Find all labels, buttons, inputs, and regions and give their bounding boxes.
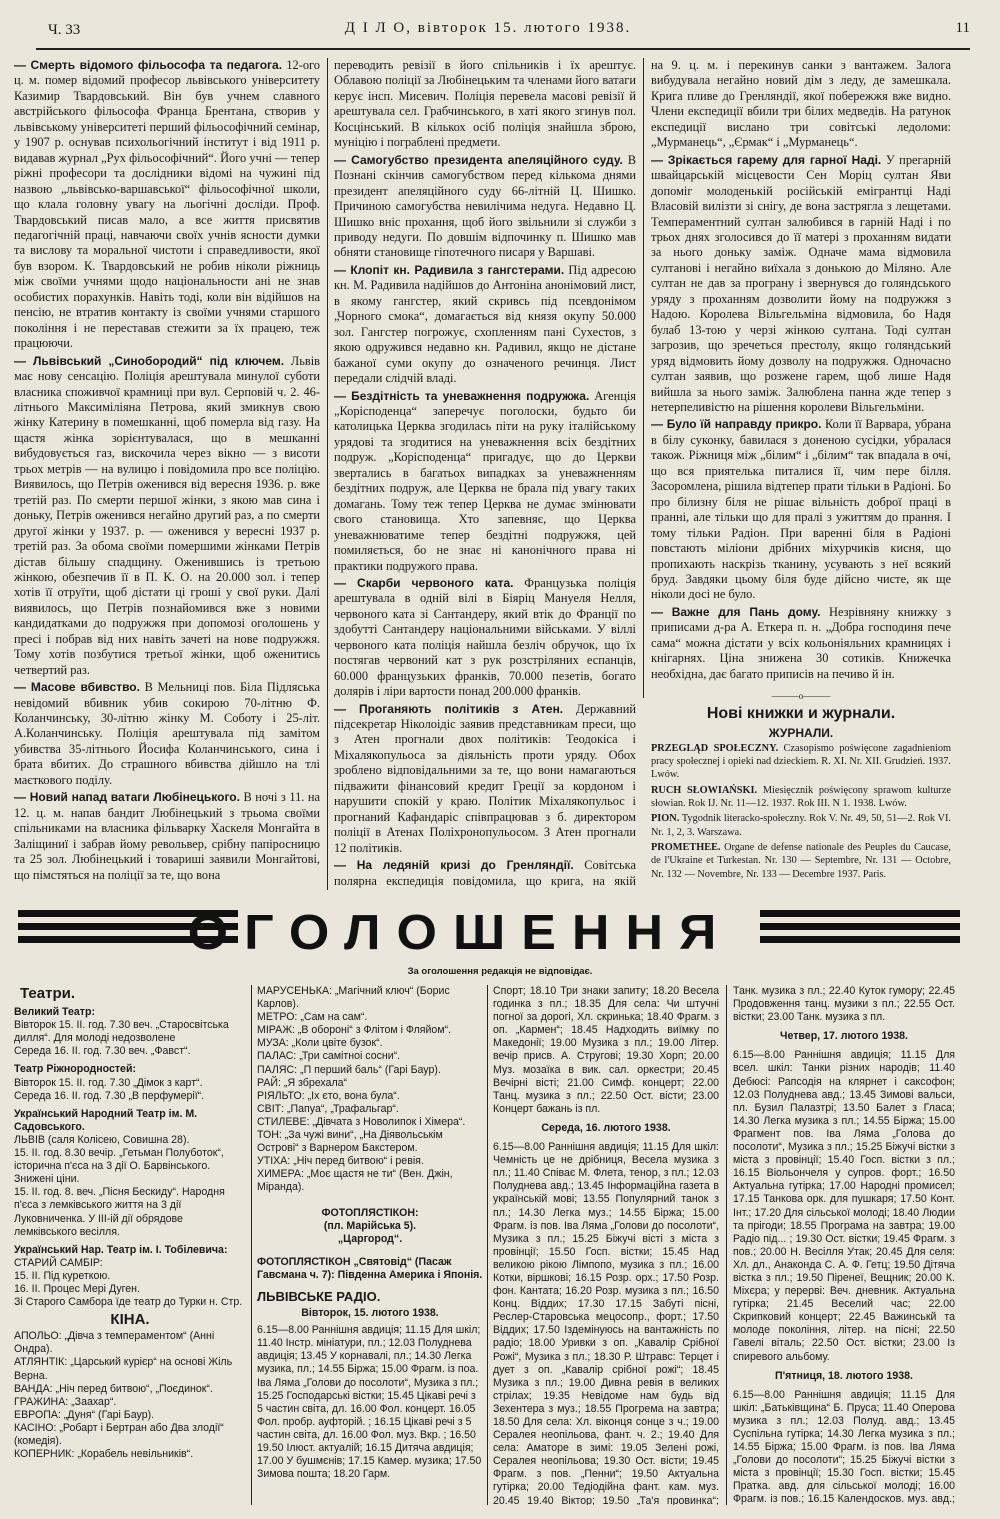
article-paragraph: [651, 153, 951, 416]
header-rule: [36, 48, 970, 50]
radio-program: 6.15—8.00 Раннішня авдиція; 11.15 Для шкіл: Чемність це не дрібниця, Весела музика з пл.; 11.40 Співає М. Флета, тенор, з пл.; 12.03 Полуднева авд.; 13.45 Інформаційна газета в українській мові; 13.55 Популярний танок з пл.; 14.30 Легка муз.; 14.55 Біржа; 15.00 Фрагм. із пов. Іва Ляма „Голови до посолоти“, Музика з пл.; 15.25 Біжучі вісті з міста з провінції; 15.50 Госп. вістки; 15.45 Над великою рікою Лімпопо, музика з пл.; 16.00 Котки, віршкові; 16.15 Розр. орх.; 17.50 Розр. фон. Кантата; 16.20 Розр. музика з пл.; 16.50 Конц. Віддих; 17.30 17.15 Забуті пісні, Реслер-Старовська мецосопр., форт.; 17.50 Віддих; 17.50 Іздемінуюсь на вантажність по радіо; 18.00 Уривки з оп. „Кавалір Срібної Рожі“, Музика з пл.; 18.30 Р. Штравс: Терцет і дует з оп. „Кавалір срібної рожі“; 18.45 Музика з пл.; 19.00 Дивна ревія в великих стрілах; 19.35 Невідоме нам будь від Зехентера з муз.; 18.55 Прогрема на завтра; 18.50 Для села: Хл. віконця сонце з ч.; 19.00 Сералея неопільова, фант. ч. 2.; 19.40 Для села: Аматоре в зимі: 19.05 Зелені рожі, Сералея неопільова; 19.30 Ост. вісти; 19.45 Фрагм. з пов. „Пенни“; 19.50 Актуальна гутірка; 20.00 Тедіодійна фант. кам. муз. 20.45 19.40 Віктор; 19.50 „Та'я провинка“;: [493, 1141, 719, 1505]
theatre-line: [14, 1283, 246, 1296]
journals-subtitle: ЖУРНАЛИ.: [768, 725, 834, 740]
article-headline: — Масове вбивство.: [14, 680, 140, 695]
article-column-3: [651, 58, 951, 698]
journal-entry: [651, 812, 951, 839]
theatre-listings: [14, 985, 246, 1505]
journal-name: PION.: [651, 813, 680, 825]
article-headline: — Було їй направду прикро.: [651, 417, 822, 432]
article-paragraph: [14, 680, 320, 788]
theatre-program: 15. II. год. 8.30 вечір. „Гетьман Полуботок“, історична п'єса на 3 дії О. Барвінського. Знижені ціни.: [14, 1147, 224, 1186]
radio-program: 6.15—8.00 Раннішня авдиція; 11.15 Для шкіл; 11.40 Інстр. мініатури, пл.; 12.03 Полуднева авдиція; 13.45 У корнавалі, пл.; 14.30 Легка музика, пл.; 14.55 Біржа; 15.00 Фрагм. із поа. Іва Ляма „Голови до посолоти“, Музика з пл.; 15.25 Господарські вістки; 15.45 Цікаві речі з 5 частин світа, дл. 16.00 Фол. концерт. 16.05 Фол. пробр. ауфторій. ; 16.15 Цікаві речі з 5 частин світа, дл. 16.00 Фол. муз. Вкр. ; 16.50 19.50 Ілюст. актуалій; 16.15 Дитяча авдиція; 17.00 У бушмєнів; 17.15 Камер. музика; 17.50 Зимова пошта; 18.20 Гарм.: [257, 1324, 482, 1481]
fotoplastikon-show: „Царгород“.: [337, 1232, 403, 1245]
theatre-program: Середа 16. II. год. 7.30 веч. „Фавст“.: [14, 1045, 191, 1058]
theatre-line: [14, 1257, 246, 1270]
radio-date: Четвер, 17. лютого 1938.: [780, 1030, 908, 1043]
theatre-program: ЛЬВІВ (саля Колісею, Совишна 28).: [14, 1133, 190, 1146]
article-headline: — Скарби червоного ката.: [334, 575, 514, 590]
article-text: 12-ого ц. м. помер відомий професор львівського університету Казимир Твардовський. Він був учнем славного австрійського фільософа Франца Брентана, створив у львівському університеті перший фільософічний семінар, у 1907 р. оснував психольогічний інститут і від 1911 р. видавав журнал „Рух фільософічний“. Його учні — тепер ріжні професори та дослідники відомі на чужині під назвою „львівсько-варшавської“ фільософічної школи, що клала головну увагу на льогічні досліди. Проф. Твардовський писав мало, а все життя присвятив педагогічній праці, навчаючи своїх учнів ясности думки та вислову та моральної чистоти і справедливости, якої був взором. К. Твардовський не робив ніколи ріжниць між своїми учнями щодо національности ані не знав особистих порахунків. Навіть тоді, коли він відійшов на пенсію, не втратив контакту із своїми учнями старшого покоління і не переставав стежити за їх працею, теж працюючи.: [14, 58, 320, 351]
article-headline: — Клопіт кн. Радивила з гангстерами.: [334, 262, 565, 277]
theatre-line: [14, 1296, 246, 1309]
theatre-line: [14, 1063, 246, 1076]
article-text: В Познані скінчив самогубством перед кількома днями президент апеляційного суду 66-літній Ц. Шишко. Причиною самогубства невилічима недуга. Недавно Ц. Шишко вніс прохання, щоб його звільнили зі служби з приводу недуги. По довшім відпочинку п. Шишко мав обняти становище гіпотечного писаря у Варшаві.: [334, 152, 636, 260]
column-divider: [251, 985, 252, 1505]
cinema-listing: ВАНДА: „Ніч перед битвою“, „Поєдинок“.: [14, 1382, 213, 1395]
journal-entry: [651, 784, 951, 811]
journal-details: Miesięcznik poświęcony sprawom kulturze słowian. Rok IJ. Nr. 11—12. 1937. Rok III. N 1. 1938. Lwów.: [651, 784, 951, 810]
cinema-listing: МАРУСЕНЬКА: „Магічний ключ“ (Борис Карлов).: [257, 985, 450, 1011]
fotoplastikon-2: ФОТОПЛЯСТІКОН „Святовід“ (Пасаж Гавсмана ч. 7): Південна Америка і Японія.: [257, 1255, 483, 1281]
theatre-program: 16. II. Процес Мері Дуген.: [14, 1282, 140, 1295]
article-headline: — На ледяній кризі до Гренляндії.: [334, 858, 574, 873]
theatre-name: Театр Ріжнородностей:: [14, 1063, 136, 1076]
article-text: Агенція „Корісподенца“ заперечує поголоски, будьто би католицька Церква згодилась піти на руку італійському урядові та згодитися на уневажнення всіх бездітних подруж. „Корісподенца“ пригадує, що до Церкви звертались в багатьох випадках за уневажненням бездітних подруж, але Церква не брала під увагу таких домагань. Тому теж тепер Церква не думає змінювати свого становища. Хто запевняє, що Церква уневажнюватиме тепер бездітні подружжя, цей помиляється, бо не знає ні канонічного права ні практики подружого права.: [334, 388, 636, 573]
journal-name: RUCH SŁOWIAŃSKI.: [651, 784, 758, 796]
article-paragraph: [651, 58, 951, 151]
cinema-listing: МУЗА: „Коли цвіте бузок“.: [257, 1037, 383, 1050]
page-header: [36, 16, 970, 42]
cinema-listing: ЕВРОПА: „Дуня“ (Гарі Баур).: [14, 1408, 155, 1421]
radio-program: 6.15—8.00 Раннішня авдиція; 11.15 Для шкіл: „Батьківщина“ Б. Пруса; 11.40 Оперова музика з пл.; 12.03 Полуд. авд.; 13.45 Суспільна гутірка; 14.30 Легка музика з пл.; 14.55 Біржа; 15.00 Фрагм. із пов. Іва Ляма „Голови до посолоти“; 15.25 Біжучі вістки з міста з провінції; 15.30 Госп. вістки; 15.45 Пратка. авд. для сільської молоді; 16.00 Фрагм. із пов.; 16.15 Календосков. муз. авд.;: [733, 1388, 955, 1505]
masthead-title: Д І Л О, вівторок 15. лютого 1938.: [344, 20, 632, 36]
article-headline: — Самогубство президента апеляційного суду.: [334, 152, 623, 167]
radio-title: ЛЬВІВСЬКЕ РАДІО.: [257, 1288, 381, 1304]
advertisements-banner: ОГОЛОШЕННЯ: [187, 905, 733, 961]
column-divider: [327, 58, 328, 890]
article-paragraph: [651, 605, 951, 682]
article-headline: — Смерть відомого фільософа та педагога.: [14, 58, 283, 72]
cinema-listing: ПАЛЯС: „П перший баль“ (Гарі Баур).: [257, 1063, 441, 1076]
cinema-listing: РАЙ: „Я збрехала“: [257, 1076, 348, 1089]
article-text: В ночі з 11. на 12. ц. м. напав бандит Любінецький з трьома своїми спільниками на власника фільварку Хаскеля Монгайта в Заліщиниї і забрав йому револьвер, срібну папіросницю та 25 зол. Любінецький і товариші заявили Монгайтові, що пімстяться на поліції за те, що вона: [14, 790, 320, 882]
article-paragraph: [334, 58, 636, 151]
article-paragraph: [14, 354, 320, 679]
article-column-1: [14, 58, 320, 890]
article-headline: — Важне для Пань дому.: [651, 604, 821, 619]
page-number: 11: [955, 20, 970, 36]
theatre-line: [14, 1045, 246, 1058]
cinema-listing: АПОЛЬО: „Дівча з темпераментом“ (Анні Ондра).: [14, 1330, 215, 1356]
article-paragraph: [14, 790, 320, 883]
article-text: Львів має нову сенсацію. Поліція арештувала минулої суботи власника споживчої крамниці при вул. Серповій ч. 2. 46-літнього Максиміліяна Петрова, який змикнув свою жінку Катерину в помешканні, щоб померла від газу. На щастя жінка зорієнтувалася, що в мешканні вибудовується газ, вискочила через вікно — з висоти трьох метрів — на вулицю і повідомила про все поліцію. Виявилось, що Петрів оженився від вересня 1936. р. вже третій раз. По смерти першої жінки, з якою мав сина і доньку, Петрів оженився негайно другий раз, а по смерти другої жінки у 1937. р. — оженився у вересні 1937 р. третій раз. За обома своїми помершими жінками Петрів дістав більшу спадщину. Оженившись із третьою жінкою, обезпечив її в П. К. О. на 20.000 зол. і тепер хотів її отруїти, щоб дістати ці гроші у свої руки. Далі виявилось, що Петрів познайомився вже з новими кандидатками до подружжя при допомозі оголошень у пресі і побрав від них навіть зачеті на нове подружжя. Тому хотів позбутися третьої жінки, щоб оженитись четвертий раз.: [14, 353, 320, 677]
cinema-title: КІНА.: [110, 1311, 150, 1329]
theatre-line: [14, 1270, 246, 1283]
article-text: Совітська полярна експедиція повідомила, що крига, на якій: [334, 858, 636, 888]
theatre-name: Український Народний Театр ім. М. Садовського.: [14, 1107, 198, 1133]
cinema-listing: УТІХА: „Ніч перед битвою“ і ревія.: [257, 1155, 424, 1168]
theatres-title: Театри.: [20, 985, 75, 1002]
journal-details: Czasopismo poświęcone zagadnieniom pracy społecznej i opieki nad dzieckiem. R. XI. Nr. XII. Grudzień. 1937. Lwów.: [651, 742, 951, 781]
cinema-listing: ТОН: „За чужі вини“, „На Діявольськім Острові“ з Варнером Бакстером.: [257, 1129, 443, 1155]
theatre-line: [14, 1134, 246, 1147]
theatre-line: [14, 1147, 246, 1186]
article-headline: — Бездітність та уневажнення подружжа.: [334, 388, 590, 403]
theatre-program: Середа 16. II. год. 7.30 „В перфумерії“.: [14, 1089, 205, 1102]
article-paragraph: [14, 58, 320, 352]
theatre-line: [14, 1006, 246, 1019]
theatre-program: 15. II. Під куреткою.: [14, 1269, 111, 1282]
theatre-line: [14, 1186, 246, 1238]
article-column-2: [334, 58, 636, 890]
cinema-listing: МІРАЖ: „В обороні“ з Флітом і Фляйом“.: [257, 1024, 452, 1037]
radio-listings-3: [733, 985, 955, 1505]
article-paragraph: [334, 153, 636, 261]
article-paragraph: [334, 576, 636, 700]
article-text: У прегарній швайцарській місцевости Сен Моріц султан Яви допоміг молоденькій російській емігрантці Наді Власовій вилізти зі снігу, де вона застрягла з лещетами. Темпераментний султан залюбився в гарній Наді і по трьох днях зголосився до її матері з проханням видати за нього доньку заміж. Одначе мама відмовила султанові і негайно виїхала з донькою до Міляно. Але султан не дав за програну і звернувся до голяндського уряду з проханням дозволити йому на подружжя з Надою. Королева Вільгельміна відмовила, бо Надя булаб 13-тою у черзі жінкою султана. Тоді султан загрозив, що зречеться престолу, якщо голяндський уряд відмовить йому дозволу на подружжя. Одночасно султан заявив, що розжене гарем, щоб лише Надя вийшла за нього заміж. Залюблена панна жде тепер з нетерпеливістю на рішення королеви Вільгельміни.: [651, 152, 951, 414]
journal-entry: [651, 742, 951, 782]
theatre-line: [14, 1077, 246, 1090]
article-headline: — Проганяють політиків з Атен.: [334, 701, 564, 716]
theatre-line: [14, 1108, 246, 1134]
article-text: Незрівняну книжку з приписами д-ра А. Еткера п. н. „Добра господиня пече сама“ можна дістати у всіх кольоніяльних крамницях і кнігарнях. Ціна знижена 30 сотиків. Книжечка необхідна, дає багато приписів на печиво й ін.: [651, 604, 951, 681]
divider-ornament: ———o———: [771, 691, 831, 701]
article-text: переводить ревізії в його спільників і їх арештує. Облавою поліції за Любінецьким та членами його ватаги керує інсп. Мисевич. Поліція перевела масові ревізії й арештувала сел. Грабчинського, в хаті якого згинув пол. Косцінський. В кількох осіб поліція знайшла зброю, муніцію і пограблені предмети.: [334, 58, 636, 150]
theatre-line: [14, 1244, 246, 1257]
cinema-listing: РІЯЛЬТО: „Іх єто, вона була“.: [257, 1089, 400, 1102]
disclaimer: За оголошення редакція не відповідає.: [407, 966, 593, 977]
column-divider: [643, 58, 644, 698]
cinema-listing: АТЛЯНТІК: „Царський курієр“ на основі Жіль Верна.: [14, 1356, 233, 1382]
radio-program: Танк. музика з пл.; 22.40 Куток гумору; 22.45 Продовження танц. музики з пл.; 22.55 Ост. вістки; 23.00 Танк. музика з пл.: [733, 985, 955, 1024]
article-headline: — Новий напад ватаги Любінецького.: [14, 790, 240, 805]
article-text: В Мельниці пов. Біла Підляська невідомий вбивник убив сокирою 70-літню Ф. Коланчинську, 30-літню жінку М. Соботу і 25-літ. А.Коланчинську. Поліція арештувала під замітом убивства 35-літнього Йосифа Коланчинського, сина і брата вбитих. До страшного вбивства дійшло на тлі маєткового поділу.: [14, 680, 320, 787]
books-title: Нові книжки и журнали.: [706, 705, 896, 723]
theatre-line: [14, 1090, 246, 1103]
journal-entry: [651, 841, 951, 881]
column-divider: [487, 985, 488, 1505]
radio-listings-2: [493, 985, 719, 1505]
cinema-listing: ХИМЕРА: „Моє щастя не ти“ (Вен. Джін, Міранда).: [257, 1168, 453, 1194]
radio-date: Середа, 16. лютого 1938.: [541, 1121, 671, 1134]
theatre-name: Великий Театр:: [14, 1006, 95, 1019]
article-paragraph: [651, 417, 951, 602]
article-text: Державний підсекретар Ніколоідіс заявив представникам преси, що з Атен прогнали двох політиків: Теодокіса і Міхалякопульоса за діяльність проти уряду. Обох зроблено відповідальними за те, що вони намагаються підважити фінансовий кредит Греції за кордоном і нарушити спокій у краю. Політик Міхалякопульос і прогнаний Кафандаріс співпрацював з б. директором поліції в Атенах Поліхронопульосом. З Атен прогнали 12 політиків.: [334, 701, 636, 855]
radio-program: 6.15—8.00 Раннішня авдиція; 11.15 Для всел. шкіл: Танки різних народів; 11.40 Дебюсі: Рапсодія на клярнет і саксофон; 12.03 Полуднева авд.; 13.45 Зимові вальси, пл. Бузил Палазтрі; 13.50 Балет з Гласа; 14.30 Легка музика з пл.; 14.55 Біржа; 15.00 Фрагмент пов. Іва Ляма „Голова до посолоти“, Музика з пл.; 15.25 Біжучі вістки з міста з провінції; 15.40 Госп. вістки з пл.; 16.15 Віольончеля у супров. форт.; 16.50 Актуальна гутірка; 17.00 Народні промисел; 17.15 Танкова орк. для пушкаря; 17.50 Конт. Інт.; 17.20 Для сільської молоді; 18.40 Людии та прігоди; 18.55 Програма на завтра; 19.00 Радіо під... ; 19.30 Ост. вістки; 19.45 Фрагм. з пов.; 20.00 Н. Весілля Утак; 20.45 Для селя: Хл. дл., Анаконда С. А. Ф. Гетц; 19.50 Дітяча вістка з пл.; 19.50 Піренеї, Вещник; 20.00 К. Міхєра; у перерві: Веч. дневник. Актуальна гутірка; 21.45 Веселий час; 22.00 Скрипковий концерт; 22.45 Важинськй та молоде покоління, літер. на пісні; 22.50 Гавелі віталь; 22.50 Ост. вістки; 23.00 Із спиревого альбому.: [733, 1049, 955, 1363]
cinema-listing: СТИЛЕВЕ: „Дівчата з Новолипок і Хімера“.: [257, 1115, 466, 1128]
fotoplastikon-title: ФОТОПЛЯСТІКОН:: [321, 1206, 419, 1219]
cinema-listing: МЕТРО: „Сам на сам“.: [257, 1011, 368, 1024]
article-paragraph: [334, 858, 636, 890]
fotoplastikon-address: (пл. Марійська 5).: [323, 1219, 417, 1232]
column-divider: [726, 985, 727, 1505]
article-paragraph: [334, 389, 636, 574]
journal-details: Organe de defense nationale des Peuples du Caucase, de l'Ukraine et Turkestan. Nr. 130 — Septembre, Nr. 131 — Octobre, Nr. 132 — Novembre, Nr. 133 — Decembre 1937. Paris.: [651, 841, 951, 880]
journals-list: [651, 742, 951, 881]
radio-program: Спорт; 18.10 Три знаки запиту; 18.20 Весела годинка з пл.; 18.35 Для села: Чи штучні погної за дорогі, Хл. скринька; 18.40 Фрагм. з оп. „Кармен“; 18.45 Надходить виїмку по Македонії; 19.00 Музика з пл.; 19.00 Літер. вечір присв. А. Стругові; 19.30 Хорп; 20.00 Муз. мозаїка в вик. сал. оркестри; 20.45 Вечірні вісті; 21.00 Симф. концерт; 22.00 Танц. музика з пл.; 22.50 Ост. вісти; 23.00 Концерт бажань із пл.: [493, 985, 719, 1115]
radio-date: Вівторок, 15. лютого 1938.: [301, 1307, 439, 1320]
cinema-listing: ГРАЖИНА: „Заахар“.: [14, 1395, 117, 1408]
theatre-program: СТАРИЙ САМБІР:: [14, 1256, 103, 1269]
radio-date: П'ятниця, 18. лютого 1938.: [775, 1369, 913, 1382]
theatre-program: Зі Старого Самбора їде театр до Турки н. Стр.: [14, 1296, 243, 1309]
cinema-listing: ПАЛАС: „Три самітноі сосни“.: [257, 1050, 401, 1063]
article-paragraph: [334, 263, 636, 387]
article-text: на 9. ц. м. і перекинув санки з вантажем. Залога вибудувала негайно новий дім з леду, де замешкала. Крига пливе до Гренляндії, якої побережжя вже видно. Члени експедиції вбили три білих медведів. На ратунок експедиції вислано три совітські ледоломи: „Мурманець“, „Єрмак“ і „Мурманець“.: [651, 58, 951, 150]
article-text: Під адресою кн. М. Радивила надійшов до Антоніна анонімовий лист, в якому гангстер, який скривсь під псевдонімом „Чорного смока“, домагається від князя окупу 50.000 зол. Гангстер погрожує, схопленням пані Сухестов, з якою одружився недавно кн. Радивил, якщо не дістане бажаної суми окупу до означеного речинця. Лист передали слідчій владі.: [334, 262, 636, 386]
issue-number: Ч. 33: [48, 22, 81, 38]
theatre-program: 15. II. год. 8. веч. „Пісня Бескиду“. Народня п'єса з лемківського життя на 3 дії Луковниченка. У III-ій дії обрядове лемківського весілля.: [14, 1186, 225, 1238]
article-text: Коли її Варвара, убрана в білу суконку, бавилася з доненою сусідки, убралася також. Ріжниця між „білим“ і „білим“ так впадала в очі, що вся приятелька питалися її, чим пере білля. Засоромлена, рішила відтепер прати тільки в Радіоні. Бо про білизну біля не рішає вільність доброї праці в пранні, але тільки що для пралі з ужиттям до прання. І тому тільки Радіон. При варенні біля в Радіоні повстають міліони дрібних міхурчиків кисня, що пропихають наскрізь тканину, усувають з неї всякий бруд. Завдяки цьому біля буде дійсно чисте, як ще ніколи досі не було.: [651, 417, 951, 602]
cinema-listing: КАСІНО: „Робарт і Бертран або Два злодії“ (комедія).: [14, 1421, 224, 1447]
journal-name: PRZEGLĄD SPOŁECZNY.: [651, 742, 779, 754]
journal-name: PROMETHEE.: [651, 841, 721, 853]
theatre-name: Український Нар. Театр ім. І. Тобілевича:: [14, 1243, 228, 1256]
journal-details: Tygodnik literacko-społeczny. Rok V. Nr. 49, 50, 51—2. Rok VI. Nr. 1, 2, 3. Warszawa.: [651, 813, 951, 838]
article-headline: — Львівський „Синобородий“ під ключем.: [14, 353, 285, 368]
theatre-line: [14, 1019, 246, 1045]
theatre-program: Вівторок 15. II. год. 7.30 „Дімок з карт“.: [14, 1076, 203, 1089]
theatre-program: Вівторок 15. II. год. 7.30 веч. „Старосвітська дилля“. Для молоді недозволене: [14, 1019, 229, 1045]
article-paragraph: [334, 702, 636, 857]
cinema-listing: СВІТ: „Папуа“, „Трафальгар“.: [257, 1102, 399, 1115]
books-section: [651, 690, 951, 890]
article-text: Французька поліція арештувала в одній вілі в Біяріц Мануеля Нелля, червоного ката зі Сантандеру, який втік до Франції по здобутті Сантандеру національними військами. У віллі червоного ката поліція найшла безліч обручок, що їх постягав червоний кат з рук розстріляних еспанців, 60.000 французьких франків, 70.000 пезетів, богато долярів і ліри вартости понад 200.000 франків.: [334, 575, 636, 699]
cinema-radio-listings: [257, 985, 483, 1505]
cinema-listing: КОПЕРНИК: „Корабель невільників“.: [14, 1448, 194, 1461]
article-headline: — Зрікається гарему для гарної Наді.: [651, 152, 882, 167]
